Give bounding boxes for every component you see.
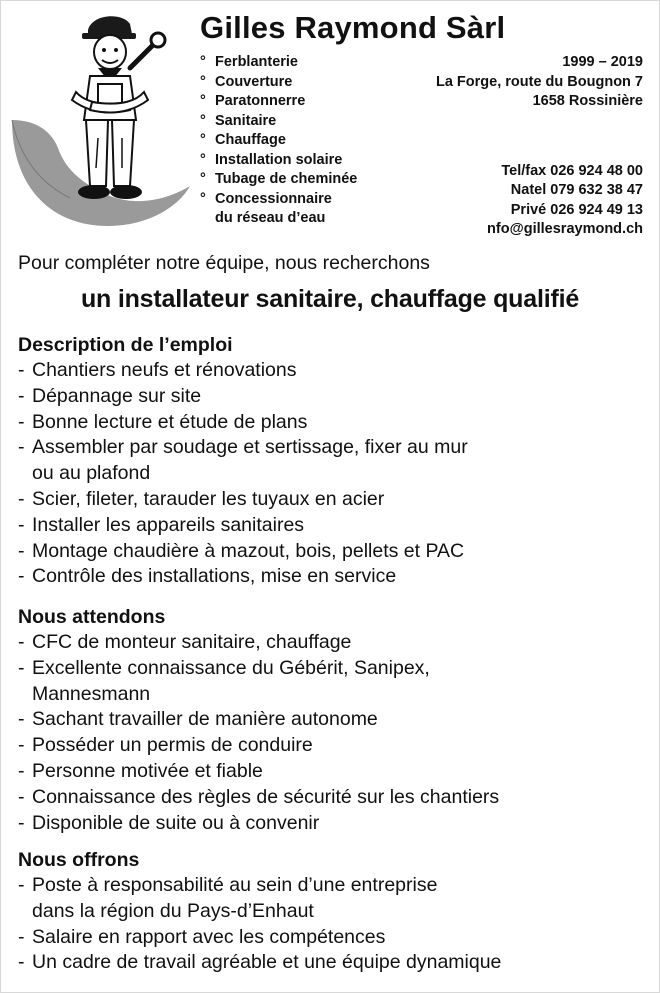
email-address: nfo@gillesraymond.ch: [487, 221, 643, 237]
contact-spacer: [436, 112, 643, 162]
service-label: Tubage de cheminée: [215, 171, 358, 187]
list-item: [18, 487, 648, 513]
list-item-text: Chantiers neufs et rénovations: [32, 359, 297, 381]
list-item-text: Connaissance des règles de sécurité sur les chantiers: [32, 785, 500, 808]
list-item: [18, 785, 648, 811]
list-item-text: Salaire en rapport avec les compétences: [32, 925, 386, 948]
list-item: [18, 410, 648, 436]
list-item: [18, 435, 648, 487]
list-item-text: Un cadre de travail agréable et une équipe dynamique: [32, 951, 502, 974]
service-label: du réseau d’eau: [215, 210, 326, 226]
service-label: Sanitaire: [215, 112, 277, 129]
list-item-text: Sachant travailler de manière autonome: [32, 708, 378, 731]
list-item: [18, 539, 648, 565]
address-city: 1658 Rossinière: [532, 93, 643, 109]
list-item: [18, 656, 648, 708]
list-item-text: Assembler par soudage et sertissage, fixer au mur ou au plafond: [32, 436, 468, 485]
list-item: [18, 564, 648, 590]
degree-bullet: °: [200, 54, 206, 70]
list-item: [18, 759, 648, 785]
list-item-text: Poste à responsabilité au sein d’une entreprise dans la région du Pays-d’Enhaut: [32, 874, 438, 922]
dash-bullet: -: [18, 384, 25, 407]
dash-bullet: -: [18, 359, 25, 381]
services-list: [200, 53, 357, 229]
service-item: [200, 190, 357, 210]
service-item: [200, 209, 357, 229]
list-item-text: Dépannage sur site: [32, 384, 202, 407]
dash-bullet: -: [18, 410, 25, 433]
list-item-text: Posséder un permis de conduire: [32, 734, 313, 757]
intro-text: Pour compléter notre équipe, nous recherchons: [18, 252, 430, 274]
list-item-text: Contrôle des installations, mise en service: [32, 565, 397, 588]
service-label: Ferblanterie: [215, 54, 298, 70]
section-heading: Nous offrons: [18, 849, 140, 871]
list-item-text: Excellente connaissance du Gébérit, Sanipex, Mannesmann: [32, 656, 430, 705]
section-description: [18, 333, 648, 590]
section-list: [18, 873, 648, 976]
service-label: Installation solaire: [215, 151, 343, 168]
list-item-text: Disponible de suite ou à convenir: [32, 811, 320, 834]
list-item: [18, 384, 648, 410]
dash-bullet: -: [18, 785, 25, 808]
list-item: [18, 513, 648, 539]
dash-bullet: -: [18, 811, 25, 834]
service-item: [200, 170, 357, 190]
company-name: Gilles Raymond Sàrl: [200, 10, 506, 45]
service-item: [200, 151, 357, 171]
contact-block: [436, 53, 643, 240]
service-label: Couverture: [215, 73, 293, 90]
dash-bullet: -: [18, 759, 25, 782]
dash-bullet: -: [18, 951, 25, 974]
dash-bullet: -: [18, 436, 25, 459]
service-item: [200, 92, 357, 112]
address-street: La Forge, route du Bougnon 7: [435, 73, 643, 90]
section-list: [18, 358, 648, 590]
list-item-text: Montage chaudière à mazout, bois, pellets et PAC: [32, 539, 465, 562]
list-item-text: Installer les appareils sanitaires: [32, 513, 305, 536]
service-item: [200, 131, 357, 151]
service-item: [200, 53, 357, 73]
dash-bullet: -: [18, 874, 25, 896]
degree-bullet: °: [200, 190, 206, 207]
service-label: Chauffage: [215, 132, 286, 148]
degree-bullet: °: [200, 171, 206, 187]
list-item: [18, 630, 648, 656]
section-heading: Nous attendons: [18, 606, 166, 628]
list-item: [18, 811, 648, 837]
degree-bullet: °: [200, 132, 206, 148]
list-item-text: Bonne lecture et étude de plans: [32, 410, 308, 433]
list-item: [18, 925, 648, 951]
service-label: Paratonnerre: [215, 93, 306, 109]
dash-bullet: -: [18, 708, 25, 731]
list-item: [18, 873, 648, 925]
section-list: [18, 630, 648, 836]
section-heading: Description de l’emploi: [18, 334, 233, 356]
list-item: [18, 950, 648, 976]
years-active: 1999 – 2019: [562, 54, 643, 70]
phone-prive: Privé 026 924 49 13: [510, 201, 643, 218]
dash-bullet: -: [18, 656, 25, 679]
degree-bullet: °: [200, 151, 206, 168]
list-item-text: Scier, fileter, tarauder les tuyaux en acier: [32, 487, 385, 510]
phone-natel: Natel 079 632 38 47: [510, 182, 643, 198]
service-item: [200, 112, 357, 132]
section-nous-offrons: [18, 848, 648, 976]
list-item: [18, 733, 648, 759]
dash-bullet: -: [18, 513, 25, 536]
plumber-logo-illustration: [10, 8, 190, 234]
list-item-text: Personne motivée et fiable: [32, 759, 263, 782]
dash-bullet: -: [18, 925, 25, 948]
dash-bullet: -: [18, 565, 25, 588]
list-item: [18, 358, 648, 384]
dash-bullet: -: [18, 539, 25, 562]
service-item: [200, 73, 357, 93]
dash-bullet: -: [18, 487, 25, 510]
degree-bullet: °: [200, 93, 206, 109]
list-item-text: CFC de monteur sanitaire, chauffage: [32, 631, 352, 653]
degree-bullet: °: [200, 112, 206, 129]
job-title: un installateur sanitaire, chauffage qualifié: [80, 285, 580, 313]
service-label: Concessionnaire: [215, 190, 332, 207]
section-nous-attendons: [18, 605, 648, 836]
list-item: [18, 707, 648, 733]
dash-bullet: -: [18, 734, 25, 757]
dash-bullet: -: [18, 631, 25, 653]
phone-tel-fax: Tel/fax 026 924 48 00: [501, 162, 643, 179]
degree-bullet: °: [200, 73, 206, 90]
